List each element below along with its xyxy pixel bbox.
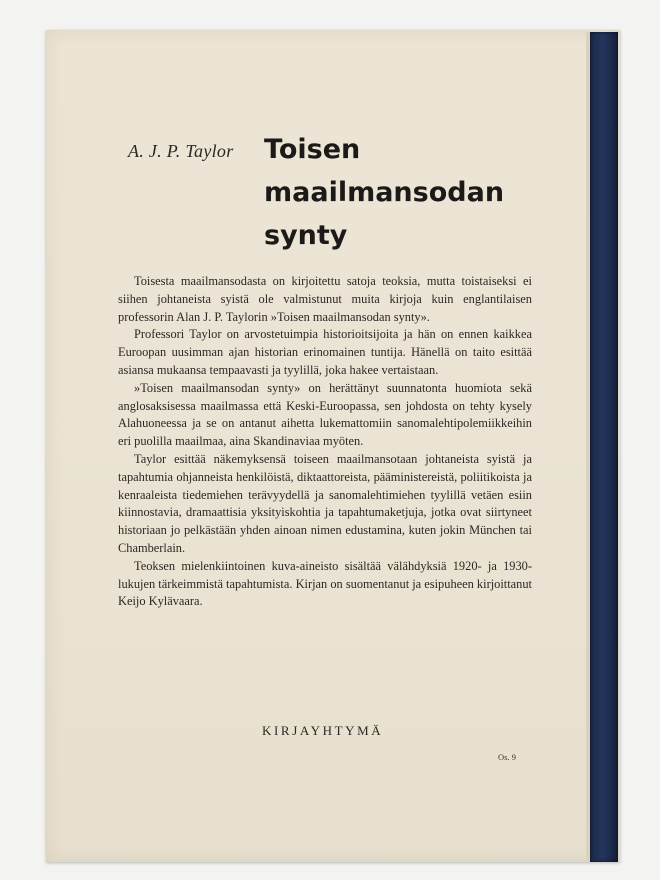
book-spine: [590, 32, 618, 862]
blurb-paragraph-4: Taylor esittää näkemyksensä toiseen maailmansotaan johtaneista syistä ja tapahtumia ohjanneista henkilöistä, diktaattoreista, pääministereistä, poliitikoista ja kenraaleista tiedemiehen terävyydellä ja sanomalehtimiehen tyylillä vetäen esiin kiinnostavia, dramaattisia yksityiskohtia ja tapahtumaketjuja, jotka ovat siirtyneet historiaan jo pelkästään yhden ainoan nimen edustamina, kuten jokin München tai Chamberlain.: [118, 451, 532, 555]
blurb-paragraph-1: Toisesta maailmansodasta on kirjoitettu satoja teoksia, mutta toistaiseksi ei siihen johtaneista syistä ole valmistunut muita kirjoja kuin englantilaisen professorin Alan J. P. Taylorin »Toisen maailmansodan synty».: [118, 274, 532, 324]
blurb-paragraph-3: »Toisen maailmansodan synty» on herättänyt suunnatonta huomiota sekä anglosaksisessa maailmassa että Keski-Euroopassa, sen johdosta on tehty kysely Alahuoneessa ja se on antanut aihetta lukemattomiin sanomalehtipolemiikkeihin eri puolilla maailmaa, aina Skandinaviaa myöten.: [118, 380, 532, 449]
catalog-code: Os. 9: [498, 752, 516, 762]
book-title: [264, 128, 504, 257]
publisher-name: KIRJAYHTYMÄ: [262, 723, 384, 738]
blurb-paragraph-5: Teoksen mielenkiintoinen kuva-aineisto sisältää välähdyksiä 1920- ja 1930-lukujen tärkeimmistä tapahtumista. Kirjan on suomentanut ja esipuheen kirjoittanut Keijo Kylävaara.: [118, 558, 532, 609]
author-name: A. J. P. Taylor: [128, 141, 234, 161]
blurb-text: [118, 273, 532, 611]
blurb-paragraph-2: Professori Taylor on arvostetuimpia historioitsijoita ja hän on ennen kaikkea Euroopan uusimman ajan historian erinomainen tuntija. Hänellä on taito esittää asiansa mukaansa tempaavasti ja tyylillä, joka hakee vertaistaan.: [118, 327, 532, 377]
title-line-2: maailmansodan: [264, 177, 505, 208]
title-line-1: Toisen: [264, 134, 361, 165]
title-line-3: synty: [264, 220, 348, 251]
